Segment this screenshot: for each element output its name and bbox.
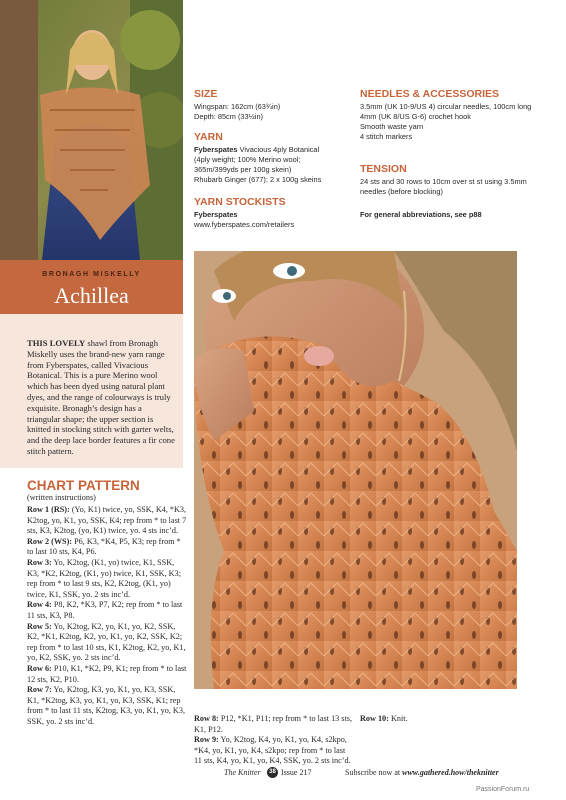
intro-body: shawl from Bronagh Miskelly uses the brand-new yarn range from Fyberspates, called Vivacious Botanical. This is a pure Merino wool which has been dyed using natural plant dyes, and the range of colourways is truly exquisite. Bronagh’s design has a triangular shape; the upper section is knitted in stocking stitch with garter welts, and the deep lace border features a fir cone stitch pattern. <box>27 338 175 456</box>
yarn-name: Vivacious 4ply Botanical <box>237 145 320 154</box>
row-text: Yo, K2tog, K4, yo, K1, yo, K4, s2kpo, *K4, yo, K1, yo, K4, s2kpo; rep from * to last 11 sts, K4, yo, K1, yo, K4, SSK, yo. 2 sts inc’d. <box>194 735 351 766</box>
stockists-url[interactable]: www.fyberspates.com/retailers <box>194 220 295 229</box>
row-label: Row 9: <box>194 735 219 745</box>
stockists-brand <box>194 210 354 220</box>
designer-name: BRONAGH MISKELLY <box>42 271 141 278</box>
footer-subscribe-prefix: Subscribe now at <box>345 768 403 777</box>
row-text: P6, K3, *K4, P5, K3; rep from * to last 10 sts, K4, P6. <box>27 536 181 557</box>
needles-block <box>360 88 540 142</box>
stockists-block <box>194 196 354 230</box>
page-footer <box>0 768 566 780</box>
row-text: Yo, K2tog, K3, yo, K1, yo, K3, SSK, K1, *K2tog, K3, yo, K1, yo, K3, SSK, K1; rep from * to last 11 sts, K2tog, K3, yo, K1, yo, K3, SSK, yo. 2 sts inc’d. <box>27 685 185 726</box>
page-number-badge: 38 <box>267 767 278 778</box>
row-instruction <box>194 714 352 735</box>
row-instruction <box>27 600 187 621</box>
row-instruction <box>27 685 187 727</box>
row-instruction <box>27 558 187 600</box>
row-text: P12, *K1, P11; rep from * to last 13 sts, K1, P12. <box>194 714 352 734</box>
needles-item: 4 stitch markers <box>360 132 413 141</box>
main-photo-illustration <box>194 251 517 689</box>
row-text: P10, K1, *K2, P9, K1; rep from * to last 12 sts, K2, P10. <box>27 663 187 684</box>
abbreviations-note: For general abbreviations, see p88 <box>360 210 482 219</box>
yarn-line-1 <box>194 145 354 155</box>
row-label: Row 7: <box>27 685 52 695</box>
row-label: Row 6: <box>27 663 52 673</box>
size-heading: SIZE <box>194 88 218 100</box>
row-label: Row 10: <box>360 714 389 723</box>
size-depth: Depth: 85cm (33½in) <box>194 112 264 121</box>
stockists-brand-text: Fyberspates <box>194 210 238 219</box>
row-label: Row 1 (RS): <box>27 505 70 514</box>
row-label: Row 4: <box>27 600 52 610</box>
row-label: Row 8: <box>194 714 219 723</box>
size-wingspan: Wingspan: 162cm (63¾in) <box>194 102 281 111</box>
needles-item: 3.5mm (UK 10-9/US 4) circular needles, 100cm long <box>360 102 532 111</box>
row-label: Row 5: <box>27 621 52 631</box>
row-text: Yo, K2tog, K2, yo, K1, yo, K2, SSK, K2, *K1, K2tog, K2, yo, K1, yo, K2, SSK, K2; rep from * to last 10 sts, K1, K2tog, K2, yo, K1, yo, K2, SSK, yo. 2 sts inc’d. <box>27 621 186 663</box>
main-photo-shawl-closeup <box>194 251 517 689</box>
row-text: (Yo, K1) twice, yo, SSK, K4, *K3, K2tog, yo, K1, yo, SSK, K4; rep from * to last 7 sts, K3, K2tog, (yo, K1) twice, yo. 4 sts inc’d. <box>27 505 187 536</box>
intro-text <box>27 338 177 457</box>
row-text: Yo, K2tog, (K1, yo) twice, K1, SSK, K3, *K2, K2tog, (K1, yo) twice, K1, SSK, K3; rep from * to last 9 sts, K2, K2tog, (K1, yo) twice, K1, SSK, yo. 2 sts inc’d. <box>27 557 181 599</box>
footer-subscribe-url[interactable]: www.gathered.how/theknitter <box>402 768 499 777</box>
row-instruction <box>194 735 352 767</box>
size-block <box>194 88 354 122</box>
intro-lead: THIS LOVELY <box>27 338 86 348</box>
row-instruction <box>27 664 187 685</box>
stockists-heading: YARN STOCKISTS <box>194 196 286 208</box>
yarn-line-2: (4ply weight; 100% Merino wool; <box>194 155 301 164</box>
yarn-heading: YARN <box>194 131 223 143</box>
row-text: P8, K2, *K3, P7, K2; rep from * to last 11 sts, K3, P8. <box>27 600 183 620</box>
row-instruction <box>27 505 187 537</box>
hero-photo-shawl-model <box>0 0 183 260</box>
row-instruction <box>27 537 187 558</box>
pattern-title: Achillea <box>54 283 129 308</box>
yarn-block <box>194 131 354 185</box>
needles-item: 4mm (UK 8/US G-6) crochet hook <box>360 112 471 121</box>
footer-magazine: The Knitter <box>224 768 261 777</box>
row-text: Knit. <box>388 714 408 723</box>
footer-issue: Issue 217 <box>281 768 312 777</box>
chart-pattern-heading: CHART PATTERN <box>27 478 140 493</box>
hero-photo-illustration <box>0 0 183 260</box>
yarn-line-3: 365m/399yds per 100g skein) <box>194 165 292 174</box>
chart-rows-right <box>360 714 520 725</box>
needles-item: Smooth waste yarn <box>360 122 424 131</box>
watermark: PassionForum.ru <box>476 786 530 793</box>
row-label: Row 3: <box>27 557 52 567</box>
row-label: Row 2 (WS): <box>27 536 73 546</box>
yarn-line-4: Rhubarb Ginger (677); 2 x 100g skeins <box>194 175 322 184</box>
tension-text: 24 sts and 30 rows to 10cm over st st using 3.5mm needles (before blocking) <box>360 177 527 196</box>
row-instruction <box>27 622 187 664</box>
row-instruction <box>360 714 520 725</box>
chart-rows-middle <box>194 714 352 767</box>
chart-rows-left <box>27 505 187 727</box>
tension-block <box>360 163 540 197</box>
tension-heading: TENSION <box>360 163 407 175</box>
yarn-brand: Fyberspates <box>194 145 238 154</box>
needles-heading: NEEDLES & ACCESSORIES <box>360 88 500 100</box>
footer-subscribe <box>345 768 499 777</box>
chart-pattern-subheading: (written instructions) <box>27 493 96 502</box>
left-column <box>0 0 187 800</box>
